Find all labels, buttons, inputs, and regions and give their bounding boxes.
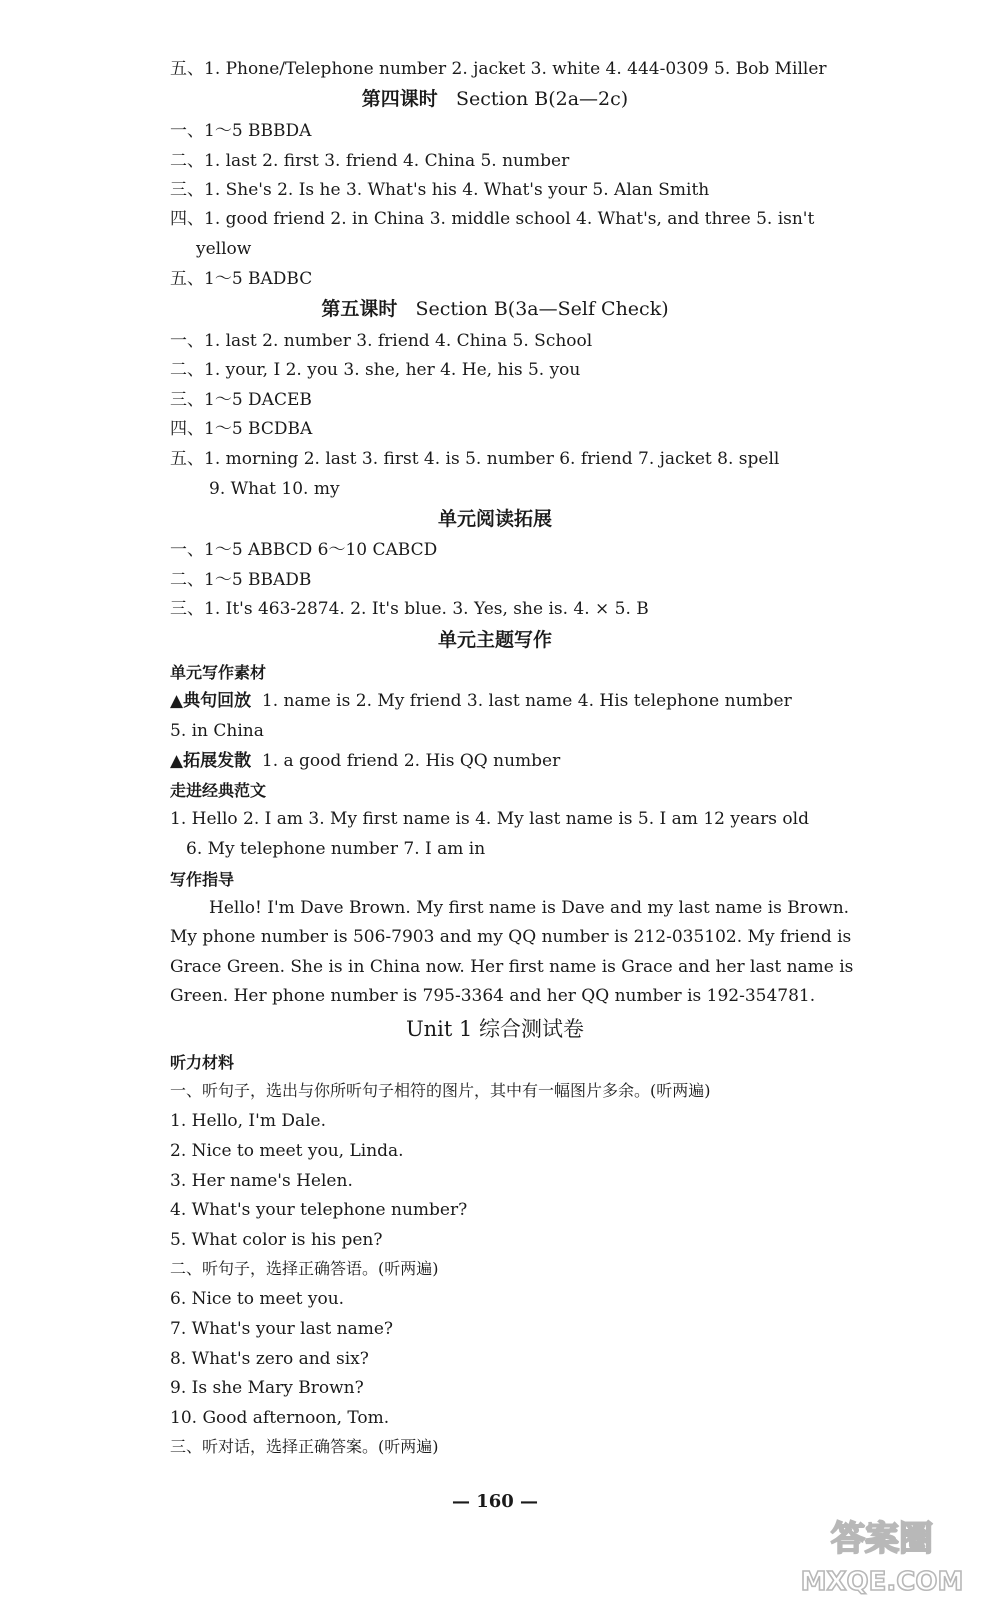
unit-test-heading: Unit 1 综合测试卷: [405, 1017, 585, 1041]
answer-line: [170, 690, 820, 712]
watermark-text-top: 答案圈: [831, 1519, 933, 1559]
answer-line: 二、1～5 BBADB: [170, 570, 312, 590]
answer-line: 三、1. She's 2. Is he 3. What's his 4. What's your 5. Alan Smith: [170, 180, 710, 200]
answer-line: 三、1～5 DACEB: [170, 390, 312, 410]
triangle-tag: ▲拓展发散: [170, 751, 252, 771]
section-heading: [170, 296, 820, 322]
heading-title: 第五课时: [321, 298, 398, 320]
answer-line: 五、1. morning 2. last 3. first 4. is 5. number 6. friend 7. jacket 8. spell: [170, 449, 780, 469]
listening-line: 2. Nice to meet you, Linda.: [170, 1141, 404, 1161]
answer-line-continued: 9. What 10. my: [209, 479, 340, 499]
subsection-label: 走进经典范文: [170, 781, 267, 800]
answer-line: 二、1. last 2. first 3. friend 4. China 5. number: [170, 151, 570, 171]
listening-line: 7. What's your last name?: [170, 1319, 394, 1339]
answer-line: 二、1. your, I 2. you 3. she, her 4. He, his 5. you: [170, 360, 581, 380]
heading-title: 第四课时: [361, 88, 438, 110]
listening-line: 6. Nice to meet you.: [170, 1289, 345, 1309]
listening-line: 1. Hello, I'm Dale.: [170, 1111, 327, 1131]
section-heading: [170, 627, 820, 653]
heading-title: 单元阅读拓展: [437, 508, 552, 530]
watermark-logo: [775, 1512, 990, 1596]
subsection-label: 单元写作素材: [170, 663, 267, 682]
page-number: — 160 —: [451, 1491, 539, 1512]
listening-line: 3. Her name's Helen.: [170, 1171, 353, 1191]
paragraph-line: My phone number is 506-7903 and my QQ number is 212-035102. My friend is: [170, 927, 852, 947]
section-heading: [170, 506, 820, 532]
heading-title: 单元主题写作: [437, 629, 552, 651]
answer-line: 五、1～5 BADBC: [170, 269, 313, 289]
answer-text: 1. name is 2. My friend 3. last name 4. His telephone number: [261, 691, 792, 711]
heading-subtitle: Section B(2a—2c): [455, 88, 629, 110]
listening-line: 5. What color is his pen?: [170, 1230, 383, 1250]
instruction-line: 一、听句子，选出与你所听句子相符的图片，其中有一幅图片多余。(听两遍): [170, 1081, 711, 1100]
paragraph-line: Green. Her phone number is 795-3364 and her QQ number is 192-354781.: [170, 986, 816, 1006]
answer-text: 1. a good friend 2. His QQ number: [261, 751, 561, 771]
listening-line: 9. Is she Mary Brown?: [170, 1378, 364, 1398]
answer-line: 一、1. last 2. number 3. friend 4. China 5. School: [170, 331, 593, 351]
answer-line: 一、1～5 BBBDA: [170, 121, 312, 141]
answer-line-continued: 5. in China: [170, 721, 264, 741]
subsection-label: 听力材料: [170, 1053, 235, 1072]
answer-line: [170, 750, 820, 772]
answer-line: 四、1. good friend 2. in China 3. middle school 4. What's, and three 5. isn't: [170, 209, 815, 229]
answer-line-continued: yellow: [196, 239, 252, 259]
watermark-text-bottom: MXQE.COM: [800, 1567, 964, 1596]
answer-line: 四、1～5 BCDBA: [170, 419, 313, 439]
answer-line: 三、1. It's 463-2874. 2. It's blue. 3. Yes, she is. 4. × 5. B: [170, 599, 649, 619]
listening-line: 10. Good afternoon, Tom.: [170, 1408, 390, 1428]
instruction-line: 二、听句子，选择正确答语。(听两遍): [170, 1259, 439, 1278]
subsection-label: 写作指导: [170, 870, 235, 889]
listening-line: 8. What's zero and six?: [170, 1349, 369, 1369]
answer-line: 五、1. Phone/Telephone number 2. jacket 3. white 4. 444-0309 5. Bob Miller: [170, 59, 827, 79]
answer-line: 一、1～5 ABBCD 6～10 CABCD: [170, 540, 438, 560]
instruction-line: 三、听对话，选择正确答案。(听两遍): [170, 1437, 439, 1456]
listening-line: 4. What's your telephone number?: [170, 1200, 468, 1220]
paragraph-line: Grace Green. She is in China now. Her first name is Grace and her last name is: [170, 957, 854, 977]
answer-line-continued: 6. My telephone number 7. I am in: [186, 839, 486, 859]
answer-line: 1. Hello 2. I am 3. My first name is 4. My last name is 5. I am 12 years old: [170, 809, 809, 829]
heading-subtitle: Section B(3a—Self Check): [415, 298, 669, 320]
paragraph-line: Hello! I'm Dave Brown. My first name is Dave and my last name is Brown.: [209, 898, 850, 918]
triangle-tag: ▲典句回放: [170, 691, 252, 711]
section-heading: [170, 86, 820, 112]
